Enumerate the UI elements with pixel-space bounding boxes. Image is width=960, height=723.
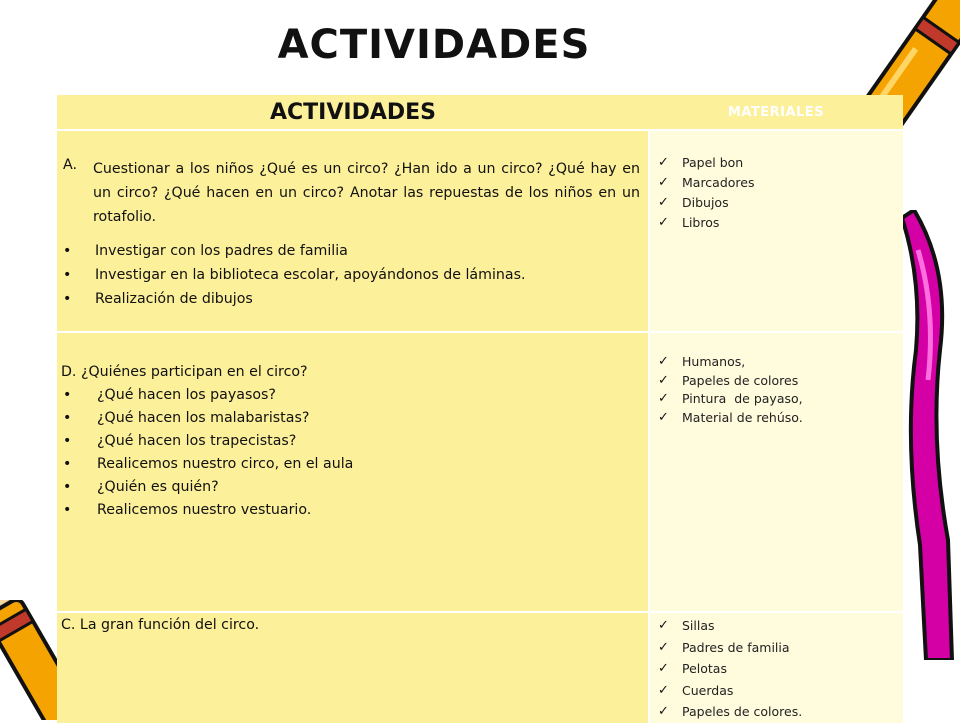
activities-cell-3 [57,612,649,723]
list-item: ✓ Papeles de colores [658,372,903,391]
check-icon: ✓ [658,155,669,170]
list-item: • ¿Quién es quién? [61,476,648,499]
table-header-row [57,95,903,130]
item-heading: C. La gran función del circo. [61,617,260,633]
bullet-icon: • [63,243,72,259]
bullet-icon: • [63,456,72,472]
list-item: ✓ Papeles de colores. [658,701,903,723]
list-item: ✓ Marcadores [658,173,903,193]
bullet-icon: • [63,410,72,426]
item-letter: A. [63,157,77,173]
bullet-icon: • [63,479,72,495]
materials-cell-3 [649,612,903,723]
list-item: • Realización de dibujos [61,287,648,311]
check-icon: ✓ [658,215,669,230]
materials-list [650,333,903,427]
list-item: • Investigar con los padres de familia [61,239,648,263]
crayon-orange-bottom-icon [0,600,60,720]
check-icon: ✓ [658,195,669,210]
activities-table [57,95,903,723]
table-row [57,332,903,612]
list-item: ✓ Material de rehúso. [658,409,903,428]
list-item: ✓ Dibujos [658,193,903,213]
check-icon: ✓ [658,409,669,425]
materials-cell-2 [649,332,903,612]
list-item: ✓ Papel bon [658,153,903,173]
item-heading: D. ¿Quiénes participan en el circo? [61,364,308,380]
item-text: Cuestionar a los niños ¿Qué es un circo? ¿Han ido a un circo? ¿Qué hay en un circo? ¿Qué hacen en un circo? Anotar las repuestas de los niños en un rotafolio. [93,161,640,225]
list-item: ✓ Pelotas [658,658,903,680]
activities-list [57,384,648,522]
table-row [57,130,903,332]
check-icon: ✓ [658,682,669,698]
list-item: • Realicemos nuestro vestuario. [61,499,648,522]
check-icon: ✓ [658,175,669,190]
list-item: • ¿Qué hacen los payasos? [61,384,648,407]
check-icon: ✓ [658,618,669,633]
crayon-magenta-right-icon [900,210,960,660]
list-item: ✓ Humanos, [658,353,903,372]
list-item: ✓ Libros [658,213,903,233]
bullet-icon: • [63,267,72,283]
check-icon: ✓ [658,704,669,719]
bullet-icon: • [63,291,72,307]
table-row [57,612,903,723]
check-icon: ✓ [658,372,669,388]
list-item: • ¿Qué hacen los trapecistas? [61,430,648,453]
list-item: ✓ Padres de familia [658,637,903,659]
header-materials: MATERIALES [649,95,903,130]
check-icon: ✓ [658,354,669,369]
check-icon: ✓ [658,639,669,655]
page-title: ACTIVIDADES [277,22,591,68]
header-activities: ACTIVIDADES [57,95,649,130]
check-icon: ✓ [658,661,669,676]
bullet-icon: • [63,433,72,449]
list-item: • Realicemos nuestro circo, en el aula [61,453,648,476]
bullet-icon: • [63,387,72,403]
list-item: ✓ Cuerdas [658,680,903,702]
bullet-icon: • [63,502,72,518]
list-item: ✓ Sillas [658,615,903,637]
activities-cell-2 [57,332,649,612]
activities-cell-1 [57,130,649,332]
list-item: • ¿Qué hacen los malabaristas? [61,407,648,430]
activities-list [57,239,648,311]
materials-list [650,131,903,233]
list-item: ✓ Pintura de payaso, [658,390,903,409]
list-item: • Investigar en la biblioteca escolar, apoyándonos de láminas. [61,263,648,287]
check-icon: ✓ [658,391,669,406]
materials-cell-1 [649,130,903,332]
materials-list [650,613,903,723]
